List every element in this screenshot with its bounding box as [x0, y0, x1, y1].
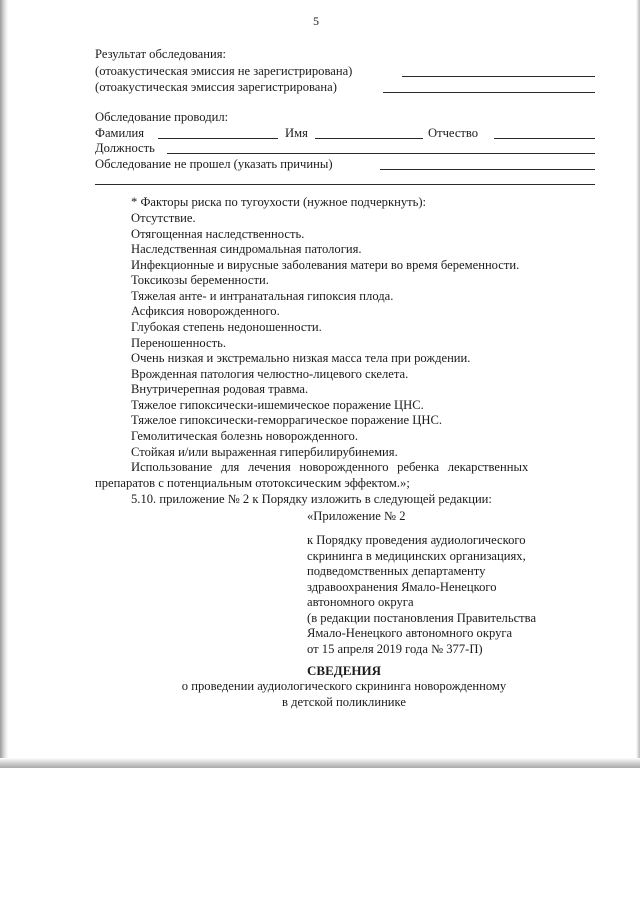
name-blank	[315, 138, 423, 139]
risk-factor-item: Тяжелая анте- и интранатальная гипоксия плода.	[131, 289, 394, 303]
position-blank	[167, 153, 595, 154]
not-passed-blank	[380, 169, 595, 170]
appendix-line: к Порядку проведения аудиологического	[307, 533, 526, 547]
info-subtitle-2: в детской поликлинике	[282, 695, 406, 709]
usage-line-2: препаратов с потенциальным ототоксическим эффектом.»;	[95, 476, 410, 490]
appendix-title: «Приложение № 2	[307, 509, 406, 523]
risk-factor-item: Инфекционные и вирусные заболевания матери во время беременности.	[131, 258, 520, 272]
amendment-line: 5.10. приложение № 2 к Порядку изложить в следующей редакции:	[131, 492, 492, 506]
patronymic-label: Отчество	[428, 126, 479, 140]
risk-factor-item: Врожденная патология челюстно-лицевого скелета.	[131, 367, 409, 381]
oae-registered-blank	[383, 92, 595, 93]
position-label: Должность	[95, 141, 155, 155]
risk-factor-item: Стойкая и/или выраженная гипербилирубинемия.	[131, 445, 398, 459]
oae-not-registered-blank	[402, 76, 595, 77]
risk-factor-item: Глубокая степень недоношенности.	[131, 320, 322, 334]
oae-not-registered-label: (отоакустическая эмиссия не зарегистрирована)	[95, 64, 353, 78]
appendix-line: Ямало-Ненецкого автономного округа	[307, 626, 513, 640]
risk-factor-item: Гемолитическая болезнь новорожденного.	[131, 429, 358, 443]
appendix-line: (в редакции постановления Правительства	[307, 611, 537, 625]
oae-registered-label: (отоакустическая эмиссия зарегистрирована)	[95, 80, 337, 94]
appendix-line: от 15 апреля 2019 года № 377-П)	[307, 642, 483, 656]
info-subtitle-1: о проведении аудиологического скрининга новорожденному	[181, 679, 507, 693]
appendix-line: автономного округа	[307, 595, 414, 609]
info-title: СВЕДЕНИЯ	[307, 663, 381, 678]
scan-edge-left	[0, 0, 8, 766]
risk-factor-item: Переношенность.	[131, 336, 226, 350]
oae-registered-line	[95, 80, 337, 95]
not-passed-label: Обследование не прошел (указать причины)	[95, 157, 333, 171]
appendix-line: подведомственных департаменту	[307, 564, 486, 578]
risk-factor-item: Наследственная синдромальная патология.	[131, 242, 362, 256]
risk-factor-item: Асфиксия новорожденного.	[131, 304, 280, 318]
surname-blank	[158, 138, 278, 139]
oae-not-registered-line	[95, 64, 352, 79]
result-label: Результат обследования:	[95, 47, 227, 61]
not-passed-blank-2	[95, 184, 595, 185]
risk-factor-item: Тяжелое гипоксически-ишемическое поражение ЦНС.	[131, 398, 424, 412]
scan-edge-right	[636, 0, 640, 766]
risk-factor-item: Отягощенная наследственность.	[131, 227, 305, 241]
risk-factors-heading: * Факторы риска по тугоухости (нужное подчеркнуть):	[131, 195, 427, 209]
usage-line-1: Использование для лечения новорожденного ребенка лекарственных	[131, 460, 529, 474]
risk-factor-item: Тяжелое гипоксически-геморрагическое поражение ЦНС.	[131, 413, 442, 427]
scan-edge-bottom	[0, 758, 640, 768]
risk-factor-item: Внутричерепная родовая травма.	[131, 382, 309, 396]
risk-factor-item: Отсутствие.	[131, 211, 196, 225]
page-number: 5	[313, 14, 319, 28]
appendix-line: скрининга в медицинских организациях,	[307, 549, 526, 563]
conducted-by-label: Обследование проводил:	[95, 110, 229, 124]
risk-factor-item: Очень низкая и экстремально низкая масса тела при рождении.	[131, 351, 471, 365]
risk-factor-item: Токсикозы беременности.	[131, 273, 269, 287]
name-label: Имя	[285, 126, 308, 140]
surname-label: Фамилия	[95, 126, 145, 140]
appendix-line: здравоохранения Ямало-Ненецкого	[307, 580, 497, 594]
patronymic-blank	[494, 138, 595, 139]
